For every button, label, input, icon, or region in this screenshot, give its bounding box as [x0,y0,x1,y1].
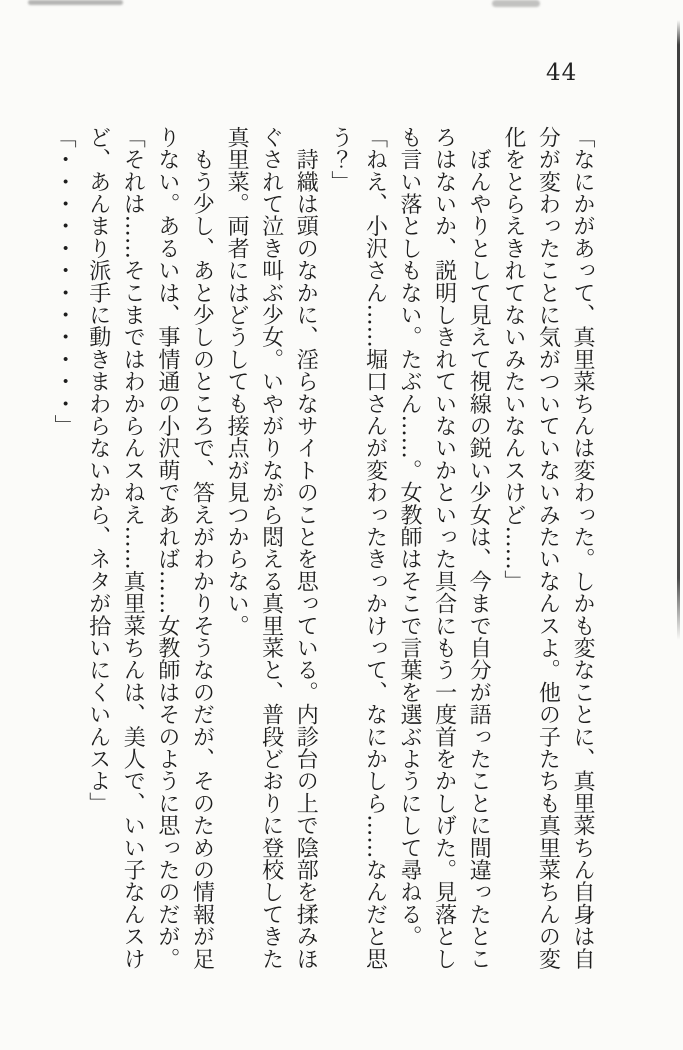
text-line: 詩織は頭のなかに、淫らなサイトのことを思っている。内診台の上で陰部を揉みほ [293,126,319,970]
text-line: 「ねえ、小沢さん……堀口さんが変わったきっかけって、なにかしら……なんだと思 [362,126,388,970]
text-line: も言い落としもない。たぶん……。女教師はそこで言葉を選ぶようにして尋ねる。 [397,126,423,948]
text-line: 分が変わったことに気がついていないみたいなんスよ。他の子たちも真里菜ちんの変 [535,126,561,970]
text-line: ぼんやりとして見えて視線の鋭い少女は、今まで自分が語ったことに間違ったとこ [466,126,492,970]
text-line: ぐされて泣き叫ぶ少女。いやがりながら悶える真里菜と、普段どおりに登校してきた [258,126,284,970]
scan-smudge-right [492,0,540,7]
page-number: 44 [546,60,578,86]
text-line: りない。あるいは、事情通の小沢萌であれば……女教師はそのように思ったのだが。 [154,126,180,970]
text-line: 化をとらえきれてないみたいなんスけど……」 [500,126,526,593]
scan-edge-line [677,20,680,640]
body-text [46,126,600,978]
text-line: 「それは……そこまではわからんスねえ……真里菜ちんは、美人で、いい子なんスけ [120,126,146,970]
text-line: もう少し、あと少しのところで、答えがわかりそうなのだが、そのための情報が足 [189,126,215,970]
text-line: ど、あんまり派手に動きまわらないから、ネタが拾いにくいんスよ」 [85,126,111,815]
scan-smudge-left [28,0,123,5]
text-line: 「なにかがあって、真里菜ちんは変わった。しかも変なことに、真里菜ちん自身は自 [570,126,595,970]
text-line: ろはないか、説明しきれていないかといった具合にもう一度首をかしげた。見落とし [431,126,457,970]
text-line: う？」 [327,126,353,193]
text-line: 「・・・・・・・・・・・・」 [51,126,77,437]
text-line: 真里菜。両者にはどうしても接点が見つからない。 [224,126,250,637]
